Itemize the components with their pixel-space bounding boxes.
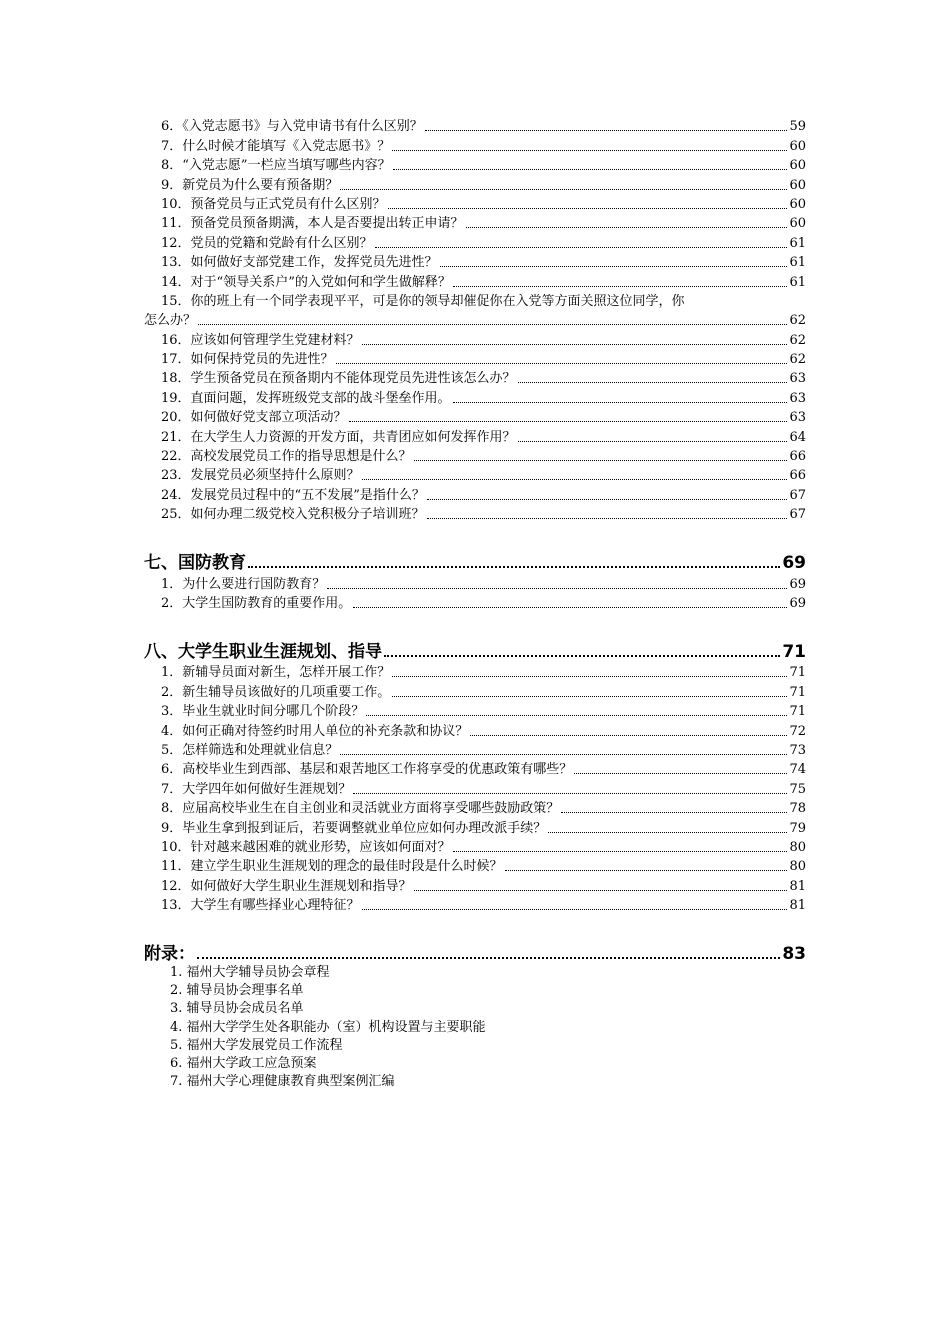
entry-page-number: 67: [789, 487, 806, 503]
entry-title: 新辅导员面对新生，怎样开展工作？: [182, 665, 391, 681]
entry-title: 毕业生就业时间分哪几个阶段？: [182, 704, 365, 720]
entry-text: [161, 293, 685, 310]
entry-number: 12．: [161, 235, 191, 251]
entry-title: 党员的党籍和党龄有什么区别？: [190, 235, 373, 251]
toc-entry[interactable]: [144, 817, 806, 836]
section-title: 附录：: [144, 944, 195, 965]
section-title: 八、大学生职业生涯规划、指导: [144, 641, 382, 662]
entry-page-number: 80: [789, 859, 806, 875]
entry-number: 20．: [161, 410, 191, 426]
entry-page-number: 71: [789, 665, 806, 681]
entry-title: 预备党员预备期满，本人是否要提出转正申请？: [190, 216, 464, 232]
dot-leader: [505, 870, 788, 871]
entry-page-number: 69: [789, 576, 806, 592]
toc-entry[interactable]: [144, 368, 806, 387]
toc-entry[interactable]: [144, 759, 806, 778]
entry-number: 18．: [161, 371, 191, 387]
entry-text: [161, 390, 451, 407]
entry-number: 2．: [161, 595, 183, 611]
entry-title: 如何办理二级党校入党积极分子培训班？: [190, 507, 425, 523]
entry-text: [161, 177, 338, 194]
entry-title: 学生预备党员在预备期内不能体现党员先进性该怎么办？: [190, 371, 516, 387]
entry-title: 大学生国防教育的重要作用。: [182, 595, 352, 611]
toc-entry[interactable]: [144, 662, 806, 681]
entry-text: [161, 858, 503, 875]
toc-section-8-list: [144, 662, 806, 914]
entry-text: [161, 897, 360, 914]
entry-title: 如何正确对待签约时用人单位的补充条款和协议？: [182, 723, 469, 739]
dot-leader: [340, 189, 787, 190]
section-page-number: 83: [782, 944, 806, 965]
toc-entry[interactable]: [144, 720, 806, 739]
dot-leader: [561, 812, 787, 813]
dot-leader: [392, 696, 787, 697]
section-page-number: 71: [782, 641, 806, 662]
entry-page-number: 72: [789, 723, 806, 739]
entry-page-number: 60: [789, 177, 806, 193]
entry-number: 7．: [161, 138, 183, 154]
entry-page-number: 59: [789, 119, 806, 135]
entry-text: [161, 235, 373, 252]
toc-entry[interactable]: [144, 798, 806, 817]
entry-text: [161, 723, 468, 740]
dot-leader: [336, 363, 788, 364]
entry-title: 预备党员与正式党员有什么区别？: [190, 196, 386, 212]
table-of-contents: [144, 116, 806, 1091]
entry-number: 1．: [161, 665, 183, 681]
appendix-item[interactable]: 6. 福州大学政工应急预案: [170, 1056, 317, 1072]
entry-text: [161, 595, 351, 612]
entry-number: 11．: [161, 859, 191, 875]
dot-leader: [453, 402, 788, 403]
entry-text: [161, 254, 438, 271]
toc-entry[interactable]: [144, 329, 806, 348]
toc-entry[interactable]: [144, 681, 806, 700]
entry-title: 在大学生人力资源的开发方面，共青团应如何发挥作用？: [190, 429, 516, 445]
entry-page-number: 73: [789, 742, 806, 758]
entry-text: [161, 138, 390, 155]
entry-page-number: 61: [789, 274, 806, 290]
entry-text: [161, 664, 390, 681]
entry-title: 如何做好党支部立项活动？: [190, 410, 347, 426]
entry-page-number: 81: [789, 898, 806, 914]
entry-title-continued: 怎么办？: [144, 313, 197, 329]
dot-leader: [366, 715, 787, 716]
dot-leader: [392, 150, 787, 151]
dot-leader: [384, 655, 780, 657]
entry-text: [161, 576, 325, 593]
entry-page-number: 66: [789, 468, 806, 484]
entry-title: 如何做好支部党建工作，发挥党员先进性？: [190, 255, 438, 271]
toc-entry[interactable]: [144, 194, 806, 213]
dot-leader: [248, 566, 780, 568]
dot-leader: [362, 344, 788, 345]
dot-leader: [198, 324, 787, 325]
entry-title: 应届高校毕业生在自主创业和灵活就业方面将享受哪些鼓励政策？: [182, 801, 560, 817]
dot-leader: [470, 735, 787, 736]
entry-number: 13．: [161, 255, 191, 271]
entry-text: [161, 196, 386, 213]
toc-entry[interactable]: [144, 387, 806, 406]
entry-number: 10．: [161, 196, 191, 212]
toc-entry[interactable]: [144, 593, 806, 612]
entry-title: 直面问题，发挥班级党支部的战斗堡垒作用。: [190, 390, 451, 406]
entry-text: [161, 781, 351, 798]
dot-leader: [353, 607, 787, 608]
entry-title: “入党志愿”一栏应当填写哪些内容？: [182, 158, 391, 174]
entry-text: [161, 487, 425, 504]
toc-entry[interactable]: [144, 837, 806, 856]
entry-title: 为什么要进行国防教育？: [182, 576, 326, 592]
entry-number: 15．: [161, 293, 191, 309]
appendix-item[interactable]: 3. 辅导员协会成员名单: [170, 1001, 304, 1017]
dot-leader: [362, 479, 788, 480]
section-page-number: 69: [782, 553, 806, 574]
dot-leader: [453, 286, 788, 287]
entry-title: 怎样筛选和处理就业信息？: [182, 742, 339, 758]
entry-page-number: 60: [789, 196, 806, 212]
entry-page-number: 62: [789, 332, 806, 348]
toc-entry[interactable]: [144, 271, 806, 290]
dot-leader: [362, 909, 788, 910]
entry-text: [161, 467, 360, 484]
entry-text: [161, 684, 390, 701]
entry-text: [161, 351, 334, 368]
entry-page-number: 81: [789, 878, 806, 894]
entry-number: 11．: [161, 216, 191, 232]
entry-page-number: 71: [789, 684, 806, 700]
entry-page-number: 64: [789, 429, 806, 445]
toc-entry[interactable]: [144, 116, 806, 135]
appendix-item[interactable]: 7. 福州大学心理健康教育典型案例汇编: [170, 1074, 395, 1090]
dot-leader: [453, 851, 788, 852]
dot-leader: [414, 890, 788, 891]
toc-entry[interactable]: [144, 778, 806, 797]
entry-title: 毕业生拿到报到证后，若要调整就业单位应如何办理改派手续？: [182, 820, 547, 836]
entry-number: 24．: [161, 487, 191, 503]
entry-number: 22．: [161, 449, 191, 465]
entry-number: 13．: [161, 898, 191, 914]
entry-number: 5．: [161, 742, 183, 758]
entry-text: [161, 878, 412, 895]
entry-number: 19．: [161, 390, 191, 406]
dot-leader: [466, 227, 788, 228]
entry-title: 如何保持党员的先进性？: [190, 352, 334, 368]
toc-entry[interactable]: [144, 291, 806, 310]
toc-entry[interactable]: [144, 155, 806, 174]
toc-entry-continued[interactable]: [144, 310, 806, 329]
entry-title: 新党员为什么要有预备期？: [182, 177, 339, 193]
toc-entry[interactable]: [144, 875, 806, 894]
toc-entry[interactable]: [144, 504, 806, 523]
dot-leader: [518, 441, 788, 442]
entry-title: 大学四年如何做好生涯规划？: [182, 781, 352, 797]
toc-entry[interactable]: [144, 484, 806, 503]
entry-text: [161, 742, 338, 759]
entry-page-number: 63: [789, 390, 806, 406]
section-title: 七、国防教育: [144, 553, 246, 574]
entry-page-number: 63: [789, 371, 806, 387]
toc-section-7-list: [144, 573, 806, 612]
dot-leader: [392, 676, 787, 677]
entry-page-number: 60: [789, 158, 806, 174]
entry-number: 4．: [161, 723, 183, 739]
toc-entry[interactable]: [144, 465, 806, 484]
entry-number: 17．: [161, 352, 191, 368]
dot-leader: [548, 832, 787, 833]
toc-entry[interactable]: [144, 407, 806, 426]
entry-page-number: 78: [789, 801, 806, 817]
dot-leader: [349, 421, 788, 422]
entry-text: [161, 820, 546, 837]
entry-number: 25．: [161, 507, 191, 523]
entry-number: 12．: [161, 878, 191, 894]
entry-title: 《入党志愿书》与入党申请书有什么区别？: [182, 119, 423, 135]
entry-title: 应该如何管理学生党建材料？: [190, 332, 360, 348]
toc-entry[interactable]: [144, 573, 806, 592]
entry-page-number: 60: [789, 138, 806, 154]
entry-page-number: 80: [789, 839, 806, 855]
toc-entry[interactable]: [144, 446, 806, 465]
dot-leader: [327, 588, 787, 589]
dot-leader: [353, 793, 787, 794]
entry-title: 建立学生职业生涯规划的理念的最佳时段是什么时候？: [190, 859, 503, 875]
entry-text: [161, 215, 464, 232]
dot-leader: [574, 773, 787, 774]
entry-page-number: 67: [789, 507, 806, 523]
entry-title: 什么时候才能填写《入党志愿书》？: [182, 138, 391, 154]
entry-page-number: 62: [789, 313, 806, 329]
toc-entry[interactable]: [144, 701, 806, 720]
toc-appendix-heading[interactable]: [144, 940, 806, 964]
toc-entry[interactable]: [144, 349, 806, 368]
entry-page-number: 75: [789, 781, 806, 797]
entry-number: 3．: [161, 704, 183, 720]
entry-text: [161, 800, 559, 817]
entry-page-number: 63: [789, 410, 806, 426]
dot-leader: [197, 957, 780, 959]
entry-title: 针对越来越困难的就业形势，应该如何面对？: [190, 839, 451, 855]
entry-text: [161, 703, 364, 720]
toc-entry[interactable]: [144, 426, 806, 445]
entry-number: 9．: [161, 177, 183, 193]
entry-text: [161, 429, 516, 446]
entry-page-number: 62: [789, 352, 806, 368]
entry-text: [161, 370, 516, 387]
toc-entry[interactable]: [144, 135, 806, 154]
entry-page-number: 66: [789, 449, 806, 465]
entry-text: [161, 157, 391, 174]
entry-title: 发展党员过程中的“五不发展”是指什么？: [190, 487, 425, 503]
dot-leader: [375, 247, 788, 248]
entry-number: 9．: [161, 820, 183, 836]
dot-leader: [340, 754, 787, 755]
toc-part6-list: [144, 116, 806, 523]
entry-title: 对于“领导关系户”的入党如何和学生做解释？: [190, 274, 451, 290]
dot-leader: [427, 499, 788, 500]
entry-page-number: 61: [789, 235, 806, 251]
entry-text: [161, 274, 451, 291]
entry-number: 2．: [161, 684, 183, 700]
entry-text: [161, 118, 423, 135]
entry-title: 发展党员必须坚持什么原则？: [190, 468, 360, 484]
appendix-item[interactable]: 1. 福州大学辅导员协会章程: [170, 965, 330, 981]
toc-section-7-heading[interactable]: [144, 549, 806, 573]
toc-entry[interactable]: [144, 895, 806, 914]
entry-text: [161, 332, 360, 349]
dot-leader: [440, 266, 788, 267]
dot-leader: [427, 518, 788, 519]
entry-title: 新生辅导员该做好的几项重要工作。: [182, 684, 391, 700]
entry-page-number: 69: [789, 595, 806, 611]
toc-entry[interactable]: [144, 856, 806, 875]
entry-number: 8．: [161, 801, 183, 817]
entry-number: 10．: [161, 839, 191, 855]
dot-leader: [393, 169, 788, 170]
entry-page-number: 74: [789, 762, 806, 778]
entry-page-number: 61: [789, 255, 806, 271]
toc-section-8-heading[interactable]: [144, 638, 806, 662]
entry-number: 14．: [161, 274, 191, 290]
entry-text: [161, 761, 572, 778]
entry-text: [161, 839, 451, 856]
entry-number: 8．: [161, 158, 183, 174]
appendix-item[interactable]: 5. 福州大学发展党员工作流程: [170, 1037, 343, 1053]
entry-text: [161, 448, 412, 465]
toc-entry[interactable]: [144, 174, 806, 193]
entry-page-number: 79: [789, 820, 806, 836]
appendix-item[interactable]: 2. 辅导员协会理事名单: [170, 983, 304, 999]
toc-entry[interactable]: [144, 213, 806, 232]
entry-page-number: 71: [789, 704, 806, 720]
appendix-item[interactable]: 4. 福州大学学生处各职能办（室）机构设置与主要职能: [170, 1019, 486, 1035]
dot-leader: [425, 130, 788, 131]
toc-entry[interactable]: [144, 740, 806, 759]
entry-number: 21．: [161, 429, 191, 445]
entry-title: 你的班上有一个同学表现平平，可是你的领导却催促你在入党等方面关照这位同学，你: [190, 293, 685, 309]
entry-number: 16．: [161, 332, 191, 348]
appendix-list: [144, 964, 806, 1091]
entry-title: 大学生有哪些择业心理特征？: [190, 898, 360, 914]
toc-entry[interactable]: [144, 252, 806, 271]
entry-title: 如何做好大学生职业生涯规划和指导？: [190, 878, 412, 894]
entry-number: 7．: [161, 781, 183, 797]
entry-title: 高校发展党员工作的指导思想是什么？: [190, 449, 412, 465]
dot-leader: [414, 460, 788, 461]
entry-title: 高校毕业生到西部、基层和艰苦地区工作将享受的优惠政策有哪些？: [182, 762, 573, 778]
entry-number: 23．: [161, 468, 191, 484]
entry-number: 6．: [161, 119, 183, 135]
toc-entry[interactable]: [144, 232, 806, 251]
entry-number: 6．: [161, 762, 183, 778]
dot-leader: [388, 208, 788, 209]
entry-number: 1．: [161, 576, 183, 592]
entry-page-number: 60: [789, 216, 806, 232]
entry-text: [161, 409, 347, 426]
dot-leader: [518, 382, 788, 383]
entry-text: [161, 506, 425, 523]
